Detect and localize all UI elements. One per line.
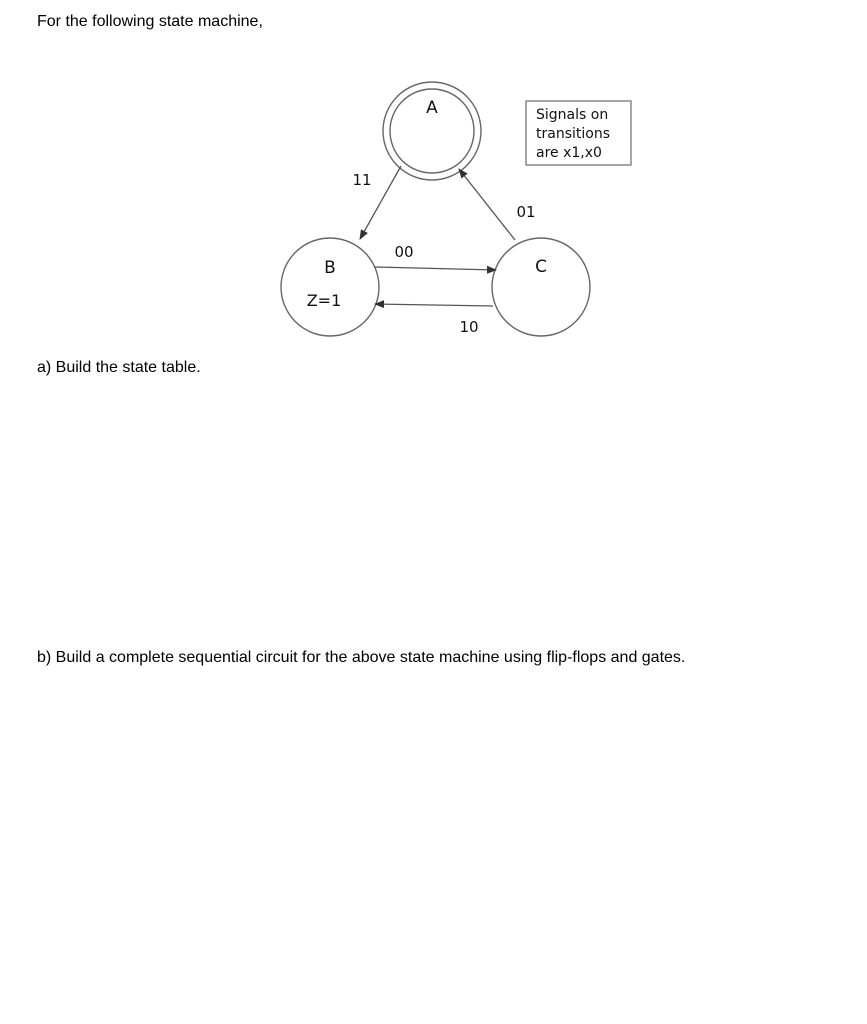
state-machine-diagram <box>0 0 867 400</box>
transition-c-to-a-arrow <box>459 169 515 240</box>
legend-box <box>526 101 631 165</box>
state-b-output: Z=1 <box>306 291 342 310</box>
state-b-label: B <box>324 258 336 278</box>
state-b-circle <box>281 238 379 336</box>
state-a-label: A <box>426 98 438 118</box>
transition-c-to-b-label: 10 <box>459 318 479 336</box>
transition-b-to-c-arrow <box>375 267 496 270</box>
state-c-label: C <box>535 257 547 277</box>
legend-line-2: transitions <box>536 126 610 142</box>
part-a-question: a) Build the state table. <box>37 359 201 376</box>
transition-c-to-a-label: 01 <box>516 203 536 221</box>
state-b <box>281 238 379 336</box>
legend-line-3: are x1,x0 <box>536 145 602 161</box>
state-c <box>492 238 590 336</box>
legend-line-1: Signals on <box>536 107 609 123</box>
state-a <box>383 82 481 180</box>
state-a-outer-circle <box>383 82 481 180</box>
transition-c-to-b-arrow <box>375 304 493 306</box>
transition-b-to-c-label: 00 <box>394 243 414 261</box>
transition-a-to-b-label: 11 <box>352 171 372 189</box>
intro-text: For the following state machine, <box>37 13 263 30</box>
state-c-circle <box>492 238 590 336</box>
part-b-question: b) Build a complete sequential circuit for the above state machine using flip-flops and gates. <box>37 649 686 666</box>
